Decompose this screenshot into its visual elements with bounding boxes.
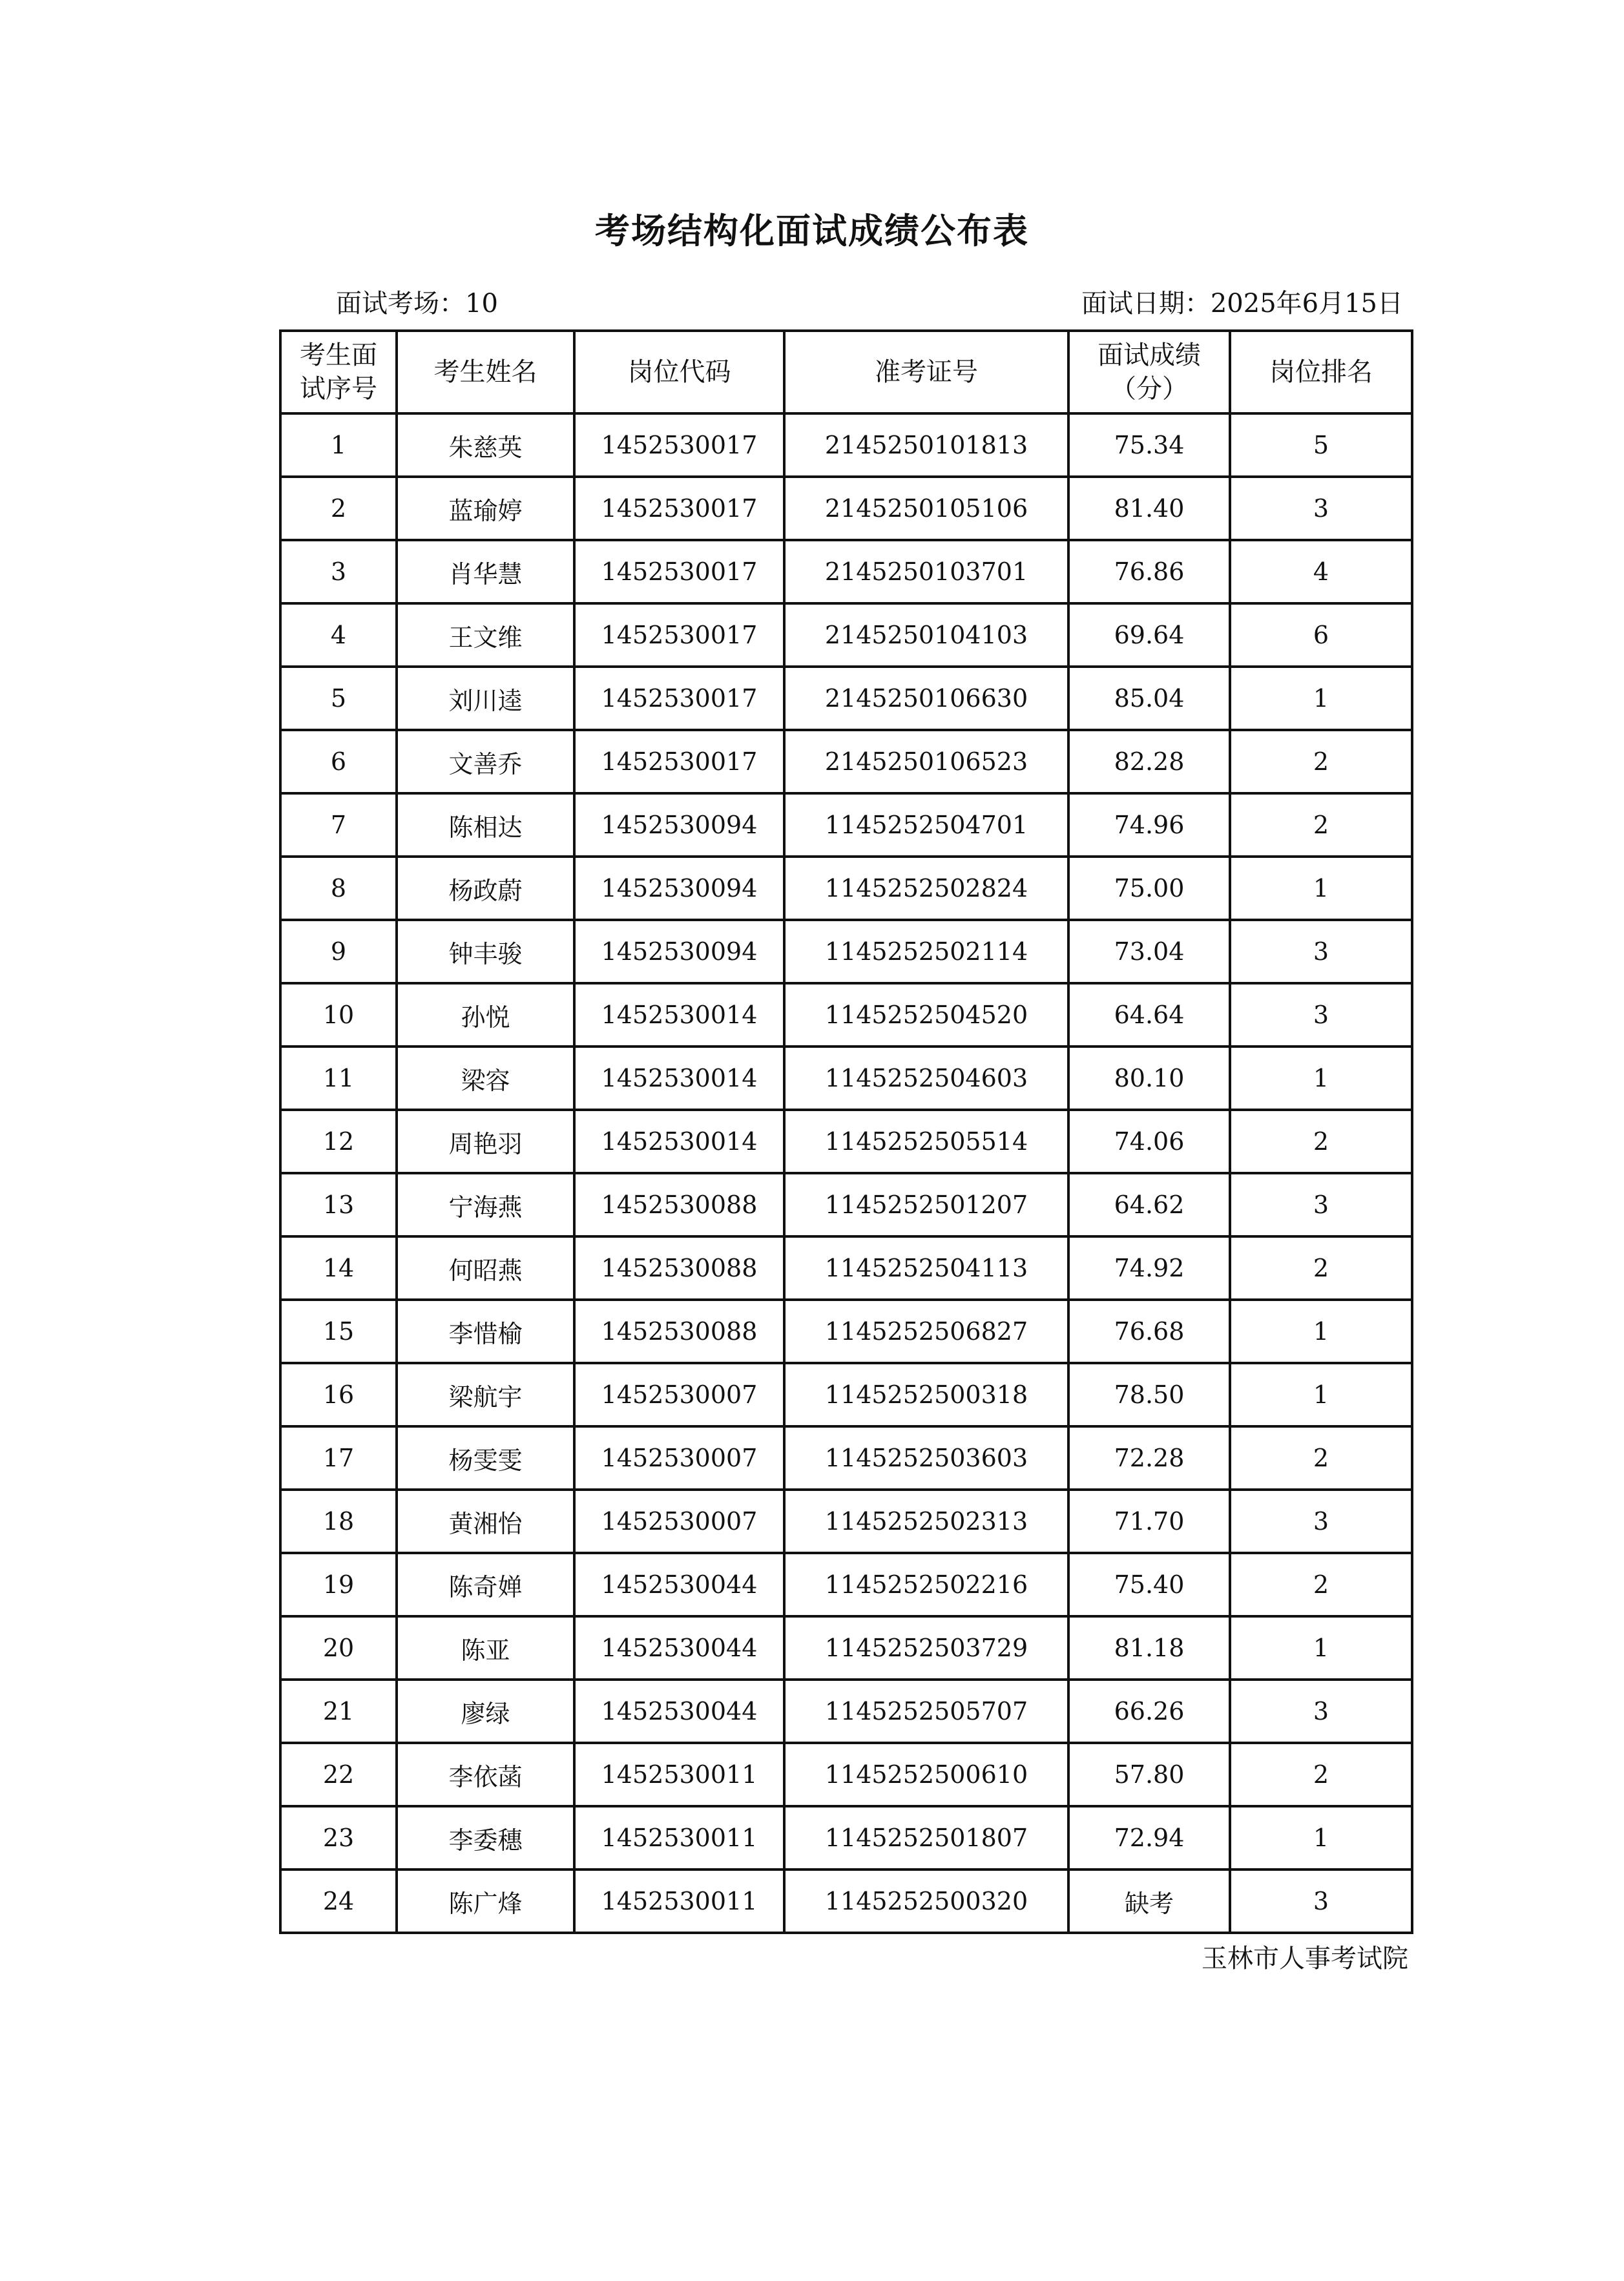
cell-score: 72.28 xyxy=(1068,1426,1230,1490)
cell-score: 57.80 xyxy=(1068,1743,1230,1806)
cell-post-code: 1452530017 xyxy=(574,413,784,477)
cell-name: 梁容 xyxy=(397,1047,574,1110)
cell-ticket-number: 1145252500320 xyxy=(784,1870,1068,1933)
cell-seq: 15 xyxy=(280,1300,397,1363)
cell-score: 74.92 xyxy=(1068,1236,1230,1300)
table-row xyxy=(280,1110,1412,1173)
cell-ticket-number: 1145252502824 xyxy=(784,857,1068,920)
cell-post-code: 1452530044 xyxy=(574,1553,784,1616)
cell-seq: 4 xyxy=(280,603,397,667)
cell-post-code: 1452530094 xyxy=(574,793,784,857)
table-row xyxy=(280,540,1412,603)
cell-name: 周艳羽 xyxy=(397,1110,574,1173)
cell-post-code: 1452530017 xyxy=(574,603,784,667)
cell-name: 杨政蔚 xyxy=(397,857,574,920)
header-seq: 考生面试序号 xyxy=(280,331,397,413)
cell-rank: 2 xyxy=(1230,730,1412,793)
cell-rank: 2 xyxy=(1230,793,1412,857)
cell-post-code: 1452530017 xyxy=(574,540,784,603)
cell-rank: 4 xyxy=(1230,540,1412,603)
cell-ticket-number: 1145252501807 xyxy=(784,1806,1068,1870)
cell-ticket-number: 1145252500318 xyxy=(784,1363,1068,1426)
header-ticket-number: 准考证号 xyxy=(784,331,1068,413)
table-row xyxy=(280,603,1412,667)
table-body xyxy=(280,413,1412,1933)
cell-ticket-number: 1145252503729 xyxy=(784,1616,1068,1680)
cell-score: 66.26 xyxy=(1068,1680,1230,1743)
cell-seq: 1 xyxy=(280,413,397,477)
cell-seq: 18 xyxy=(280,1490,397,1553)
cell-post-code: 1452530088 xyxy=(574,1173,784,1236)
cell-name: 陈亚 xyxy=(397,1616,574,1680)
cell-post-code: 1452530007 xyxy=(574,1490,784,1553)
cell-ticket-number: 2145250105106 xyxy=(784,477,1068,540)
cell-name: 蓝瑜婷 xyxy=(397,477,574,540)
cell-seq: 24 xyxy=(280,1870,397,1933)
issuer-label: 玉林市人事考试院 xyxy=(1202,1944,1408,1974)
table-row xyxy=(280,413,1412,477)
cell-post-code: 1452530011 xyxy=(574,1743,784,1806)
header-name: 考生姓名 xyxy=(397,331,574,413)
table-row xyxy=(280,1553,1412,1616)
cell-ticket-number: 2145250103701 xyxy=(784,540,1068,603)
cell-post-code: 1452530044 xyxy=(574,1680,784,1743)
score-table xyxy=(279,329,1413,1934)
table-row xyxy=(280,667,1412,730)
cell-post-code: 1452530088 xyxy=(574,1236,784,1300)
cell-ticket-number: 1145252504520 xyxy=(784,983,1068,1047)
cell-seq: 2 xyxy=(280,477,397,540)
cell-score: 缺考 xyxy=(1068,1870,1230,1933)
cell-score: 78.50 xyxy=(1068,1363,1230,1426)
table-row xyxy=(280,1490,1412,1553)
cell-seq: 6 xyxy=(280,730,397,793)
cell-post-code: 1452530011 xyxy=(574,1806,784,1870)
cell-rank: 1 xyxy=(1230,1047,1412,1110)
cell-rank: 5 xyxy=(1230,413,1412,477)
cell-name: 李惜榆 xyxy=(397,1300,574,1363)
cell-post-code: 1452530014 xyxy=(574,1047,784,1110)
cell-name: 宁海燕 xyxy=(397,1173,574,1236)
cell-post-code: 1452530007 xyxy=(574,1363,784,1426)
cell-name: 陈奇婵 xyxy=(397,1553,574,1616)
cell-name: 黄湘怡 xyxy=(397,1490,574,1553)
table-row xyxy=(280,1806,1412,1870)
cell-score: 75.40 xyxy=(1068,1553,1230,1616)
cell-name: 钟丰骏 xyxy=(397,920,574,983)
cell-score: 74.96 xyxy=(1068,793,1230,857)
cell-name: 朱慈英 xyxy=(397,413,574,477)
cell-score: 85.04 xyxy=(1068,667,1230,730)
cell-post-code: 1452530017 xyxy=(574,667,784,730)
cell-score: 81.18 xyxy=(1068,1616,1230,1680)
cell-score: 73.04 xyxy=(1068,920,1230,983)
cell-seq: 13 xyxy=(280,1173,397,1236)
cell-rank: 3 xyxy=(1230,983,1412,1047)
table-row xyxy=(280,1743,1412,1806)
cell-post-code: 1452530044 xyxy=(574,1616,784,1680)
cell-rank: 1 xyxy=(1230,857,1412,920)
cell-seq: 8 xyxy=(280,857,397,920)
exam-room-label: 面试考场：10 xyxy=(336,289,498,318)
cell-ticket-number: 1145252500610 xyxy=(784,1743,1068,1806)
table-row xyxy=(280,857,1412,920)
table-row xyxy=(280,730,1412,793)
cell-score: 69.64 xyxy=(1068,603,1230,667)
cell-seq: 12 xyxy=(280,1110,397,1173)
cell-score: 74.06 xyxy=(1068,1110,1230,1173)
table-row xyxy=(280,1363,1412,1426)
cell-score: 81.40 xyxy=(1068,477,1230,540)
cell-post-code: 1452530017 xyxy=(574,730,784,793)
cell-ticket-number: 2145250101813 xyxy=(784,413,1068,477)
cell-post-code: 1452530011 xyxy=(574,1870,784,1933)
cell-score: 82.28 xyxy=(1068,730,1230,793)
cell-name: 李依菡 xyxy=(397,1743,574,1806)
cell-rank: 1 xyxy=(1230,1300,1412,1363)
cell-name: 刘川逵 xyxy=(397,667,574,730)
cell-ticket-number: 1145252505514 xyxy=(784,1110,1068,1173)
exam-date-label: 面试日期：2025年6月15日 xyxy=(1081,289,1403,318)
cell-rank: 2 xyxy=(1230,1553,1412,1616)
cell-score: 64.62 xyxy=(1068,1173,1230,1236)
cell-rank: 3 xyxy=(1230,1490,1412,1553)
header-post-code: 岗位代码 xyxy=(574,331,784,413)
cell-ticket-number: 1145252506827 xyxy=(784,1300,1068,1363)
cell-seq: 9 xyxy=(280,920,397,983)
cell-ticket-number: 1145252504701 xyxy=(784,793,1068,857)
cell-rank: 2 xyxy=(1230,1236,1412,1300)
cell-ticket-number: 1145252502216 xyxy=(784,1553,1068,1616)
page-title: 考场结构化面试成绩公布表 xyxy=(595,210,1029,251)
cell-ticket-number: 1145252502114 xyxy=(784,920,1068,983)
cell-ticket-number: 2145250106630 xyxy=(784,667,1068,730)
cell-post-code: 1452530088 xyxy=(574,1300,784,1363)
cell-post-code: 1452530094 xyxy=(574,857,784,920)
cell-post-code: 1452530017 xyxy=(574,477,784,540)
cell-post-code: 1452530007 xyxy=(574,1426,784,1490)
cell-rank: 2 xyxy=(1230,1426,1412,1490)
cell-rank: 3 xyxy=(1230,477,1412,540)
cell-score: 75.00 xyxy=(1068,857,1230,920)
cell-seq: 19 xyxy=(280,1553,397,1616)
table-row xyxy=(280,1236,1412,1300)
cell-score: 64.64 xyxy=(1068,983,1230,1047)
table-row xyxy=(280,793,1412,857)
cell-name: 文善乔 xyxy=(397,730,574,793)
cell-seq: 14 xyxy=(280,1236,397,1300)
cell-score: 72.94 xyxy=(1068,1806,1230,1870)
cell-name: 肖华慧 xyxy=(397,540,574,603)
cell-name: 孙悦 xyxy=(397,983,574,1047)
cell-name: 梁航宇 xyxy=(397,1363,574,1426)
cell-seq: 22 xyxy=(280,1743,397,1806)
cell-rank: 1 xyxy=(1230,1616,1412,1680)
cell-score: 80.10 xyxy=(1068,1047,1230,1110)
cell-rank: 2 xyxy=(1230,1743,1412,1806)
cell-ticket-number: 1145252505707 xyxy=(784,1680,1068,1743)
cell-score: 75.34 xyxy=(1068,413,1230,477)
cell-seq: 7 xyxy=(280,793,397,857)
cell-score: 76.86 xyxy=(1068,540,1230,603)
cell-seq: 10 xyxy=(280,983,397,1047)
cell-seq: 17 xyxy=(280,1426,397,1490)
cell-name: 廖绿 xyxy=(397,1680,574,1743)
table-row xyxy=(280,983,1412,1047)
cell-name: 李委穗 xyxy=(397,1806,574,1870)
table-row xyxy=(280,1870,1412,1933)
cell-rank: 1 xyxy=(1230,1363,1412,1426)
cell-seq: 20 xyxy=(280,1616,397,1680)
cell-rank: 3 xyxy=(1230,1680,1412,1743)
cell-post-code: 1452530014 xyxy=(574,1110,784,1173)
cell-ticket-number: 1145252501207 xyxy=(784,1173,1068,1236)
cell-seq: 3 xyxy=(280,540,397,603)
header-rank: 岗位排名 xyxy=(1230,331,1412,413)
table-row xyxy=(280,477,1412,540)
table-row xyxy=(280,1680,1412,1743)
cell-rank: 1 xyxy=(1230,1806,1412,1870)
table-header-row xyxy=(280,331,1412,413)
cell-name: 何昭燕 xyxy=(397,1236,574,1300)
cell-ticket-number: 2145250104103 xyxy=(784,603,1068,667)
cell-ticket-number: 1145252504603 xyxy=(784,1047,1068,1110)
table-row xyxy=(280,920,1412,983)
cell-rank: 3 xyxy=(1230,920,1412,983)
cell-post-code: 1452530094 xyxy=(574,920,784,983)
cell-ticket-number: 1145252502313 xyxy=(784,1490,1068,1553)
cell-seq: 11 xyxy=(280,1047,397,1110)
table-row xyxy=(280,1616,1412,1680)
table-row xyxy=(280,1300,1412,1363)
cell-seq: 5 xyxy=(280,667,397,730)
cell-score: 76.68 xyxy=(1068,1300,1230,1363)
cell-rank: 3 xyxy=(1230,1173,1412,1236)
cell-rank: 6 xyxy=(1230,603,1412,667)
cell-name: 陈广烽 xyxy=(397,1870,574,1933)
cell-score: 71.70 xyxy=(1068,1490,1230,1553)
cell-rank: 3 xyxy=(1230,1870,1412,1933)
cell-post-code: 1452530014 xyxy=(574,983,784,1047)
cell-seq: 23 xyxy=(280,1806,397,1870)
cell-ticket-number: 1145252504113 xyxy=(784,1236,1068,1300)
cell-ticket-number: 2145250106523 xyxy=(784,730,1068,793)
table-row xyxy=(280,1426,1412,1490)
cell-seq: 21 xyxy=(280,1680,397,1743)
table-row xyxy=(280,1047,1412,1110)
header-score: 面试成绩（分） xyxy=(1068,331,1230,413)
cell-rank: 2 xyxy=(1230,1110,1412,1173)
cell-ticket-number: 1145252503603 xyxy=(784,1426,1068,1490)
cell-name: 陈相达 xyxy=(397,793,574,857)
cell-name: 王文维 xyxy=(397,603,574,667)
table-row xyxy=(280,1173,1412,1236)
cell-seq: 16 xyxy=(280,1363,397,1426)
cell-name: 杨雯雯 xyxy=(397,1426,574,1490)
cell-rank: 1 xyxy=(1230,667,1412,730)
